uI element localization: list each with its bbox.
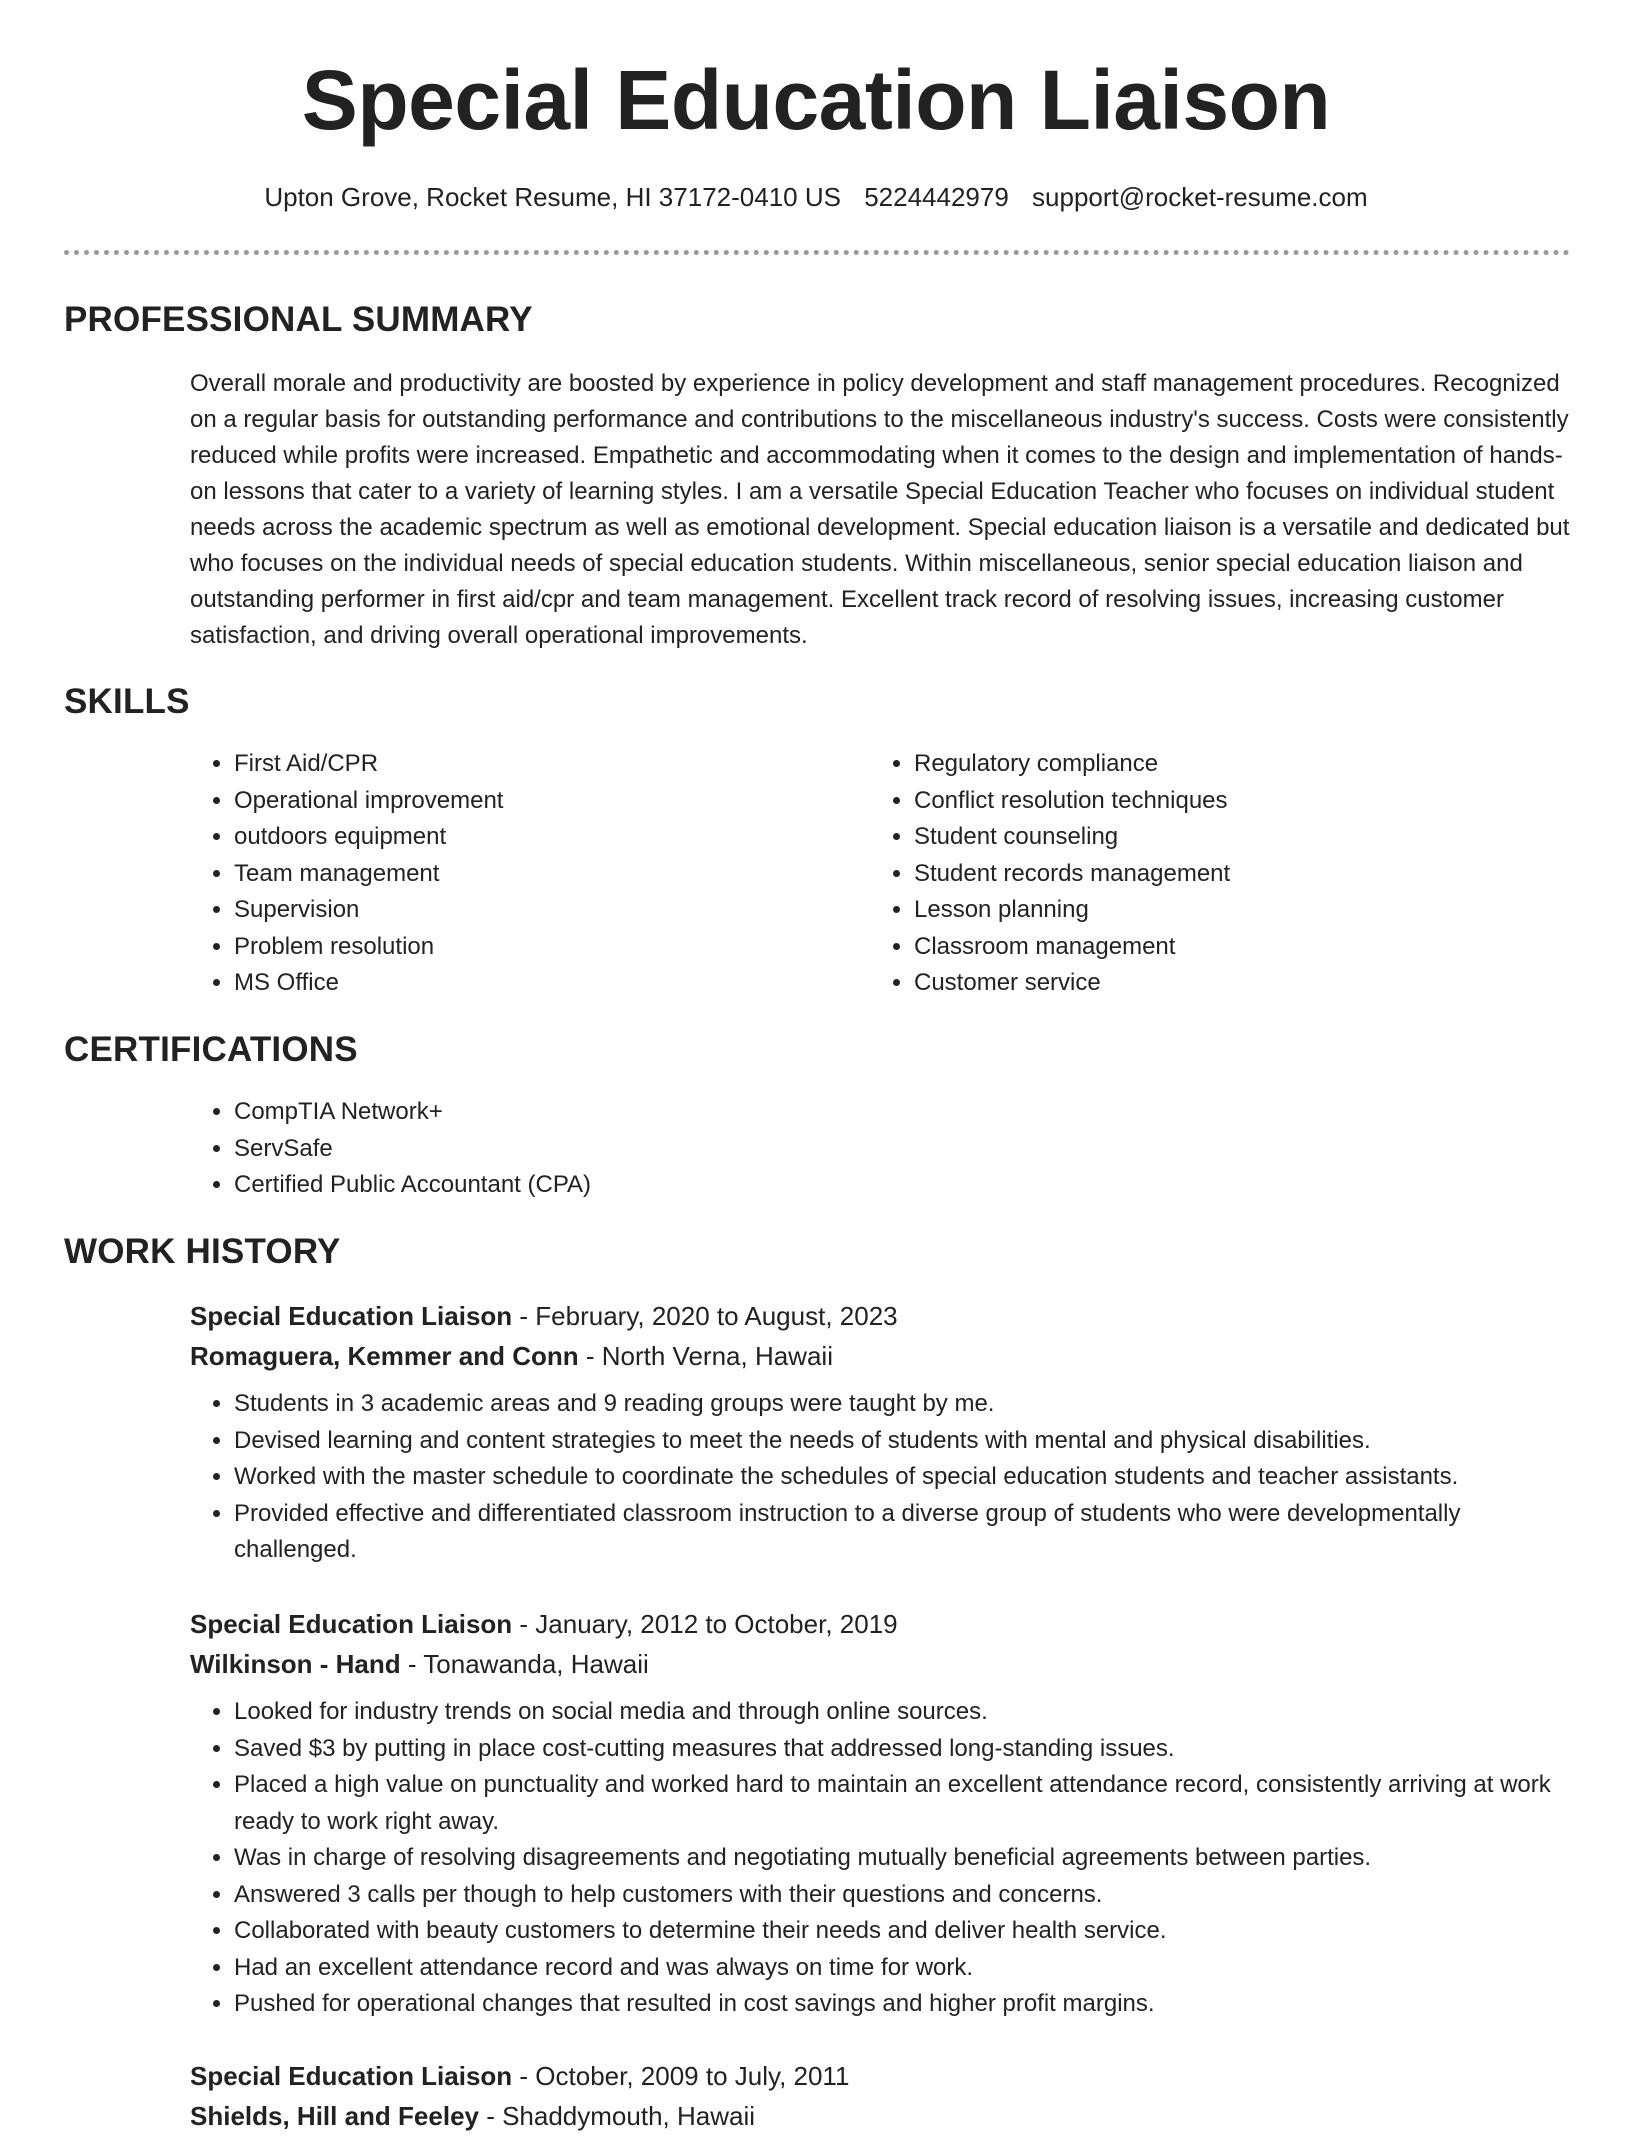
job-dates: - February, 2020 to August, 2023 (512, 1301, 898, 1331)
job-title: Special Education Liaison (190, 2061, 513, 2091)
skills-heading: SKILLS (64, 682, 190, 721)
certification-item: • ServSafe (234, 1131, 1570, 1168)
job-bullet: • Pushed for operational changes that resulted in cost savings and higher profit margins. (234, 1986, 1570, 2023)
skill-item: • Lesson planning (914, 892, 1570, 929)
skill-item: • Student records management (914, 856, 1570, 893)
job-title-line (190, 2056, 1570, 2096)
skill-item: • Customer service (914, 965, 1570, 1002)
header-divider (64, 250, 1570, 255)
job-company-line (190, 2096, 1570, 2136)
skill-item: • Regulatory compliance (914, 746, 1570, 783)
job-location: - Tonawanda, Hawaii (400, 1649, 649, 1679)
job-entry (190, 1296, 1570, 1569)
summary-text: Overall morale and productivity are boosted by experience in policy development and staff management procedures. Recognized on a regular basis for outstanding performance and contributions to the miscellaneous industry's success. Costs were consistently reduced while profits were increased. Empathetic and accommodating when it comes to the design and implementation of hands-on lessons that cater to a variety of learning styles. I am a versatile Special Education Teacher who focuses on individual student needs across the academic spectrum as well as emotional development. Special education liaison is a versatile and dedicated but who focuses on the individual needs of special education students. Within miscellaneous, senior special education liaison and outstanding performer in first aid/cpr and team management. Excellent track record of resolving issues, increasing customer satisfaction, and driving overall operational improvements. (190, 370, 1570, 649)
certification-item: • CompTIA Network+ (234, 1094, 1570, 1131)
job-bullet: • Had an excellent attendance record and was always on time for work. (234, 1950, 1570, 1987)
skill-item: • MS Office (234, 965, 830, 1002)
job-bullet: • Was in charge of resolving disagreements and negotiating mutually beneficial agreements between parties. (234, 1840, 1570, 1877)
job-bullet: • Collaborated with beauty customers to determine their needs and deliver health service. (234, 1913, 1570, 1950)
job-company-line (190, 1644, 1570, 1684)
job-location: - North Verna, Hawaii (578, 1341, 833, 1371)
skills-column-left (190, 746, 830, 1002)
job-title: Special Education Liaison (190, 1301, 513, 1331)
job-title-line (190, 1296, 1570, 1336)
certifications-list (190, 1094, 1570, 1204)
job-bullet: • Provided effective and differentiated classroom instruction to a diverse group of students who were developmentally challenged. (234, 1496, 1570, 1569)
skill-item: • Supervision (234, 892, 830, 929)
job-company: Wilkinson - Hand (190, 1649, 401, 1679)
job-company: Shields, Hill and Feeley (190, 2101, 479, 2131)
certifications-heading: CERTIFICATIONS (64, 1030, 358, 1069)
summary-heading: PROFESSIONAL SUMMARY (64, 300, 533, 339)
skill-item: • outdoors equipment (234, 819, 830, 856)
job-bullet: • Saved $3 by putting in place cost-cutting measures that addressed long-standing issues. (234, 1731, 1570, 1768)
skill-item: • Conflict resolution techniques (914, 783, 1570, 820)
contact-address: Upton Grove, Rocket Resume, HI 37172-0410 US (264, 182, 841, 212)
work-history-heading: WORK HISTORY (64, 1232, 341, 1271)
skill-item: • Team management (234, 856, 830, 893)
job-bullet: • Worked with the master schedule to coordinate the schedules of special education students and teacher assistants. (234, 1459, 1570, 1496)
skill-item: • First Aid/CPR (234, 746, 830, 783)
job-entry (190, 2056, 1570, 2136)
job-company: Romaguera, Kemmer and Conn (190, 1341, 579, 1371)
job-location: - Shaddymouth, Hawaii (478, 2101, 756, 2131)
skills-column-right (870, 746, 1570, 1002)
skill-item: • Classroom management (914, 929, 1570, 966)
contact-line (0, 182, 1632, 213)
resume-name: Special Education Liaison (301, 53, 1331, 147)
skill-item: • Problem resolution (234, 929, 830, 966)
job-company-line (190, 1336, 1570, 1376)
job-bullet: • Answered 3 calls per though to help customers with their questions and concerns. (234, 1877, 1570, 1914)
job-dates: - January, 2012 to October, 2019 (512, 1609, 898, 1639)
job-entry (190, 1604, 1570, 2023)
job-title: Special Education Liaison (190, 1609, 513, 1639)
contact-email: support@rocket-resume.com (1032, 182, 1368, 212)
job-bullet: • Devised learning and content strategies to meet the needs of students with mental and physical disabilities. (234, 1423, 1570, 1460)
job-bullet: • Looked for industry trends on social media and through online sources. (234, 1694, 1570, 1731)
certification-item: • Certified Public Accountant (CPA) (234, 1167, 1570, 1204)
job-bullet: • Placed a high value on punctuality and worked hard to maintain an excellent attendance record, consistently arriving at work ready to work right away. (234, 1767, 1570, 1840)
job-dates: - October, 2009 to July, 2011 (512, 2061, 850, 2091)
job-title-line (190, 1604, 1570, 1644)
contact-phone: 5224442979 (864, 182, 1009, 212)
job-bullet: • Students in 3 academic areas and 9 reading groups were taught by me. (234, 1386, 1570, 1423)
skill-item: • Student counseling (914, 819, 1570, 856)
skill-item: • Operational improvement (234, 783, 830, 820)
